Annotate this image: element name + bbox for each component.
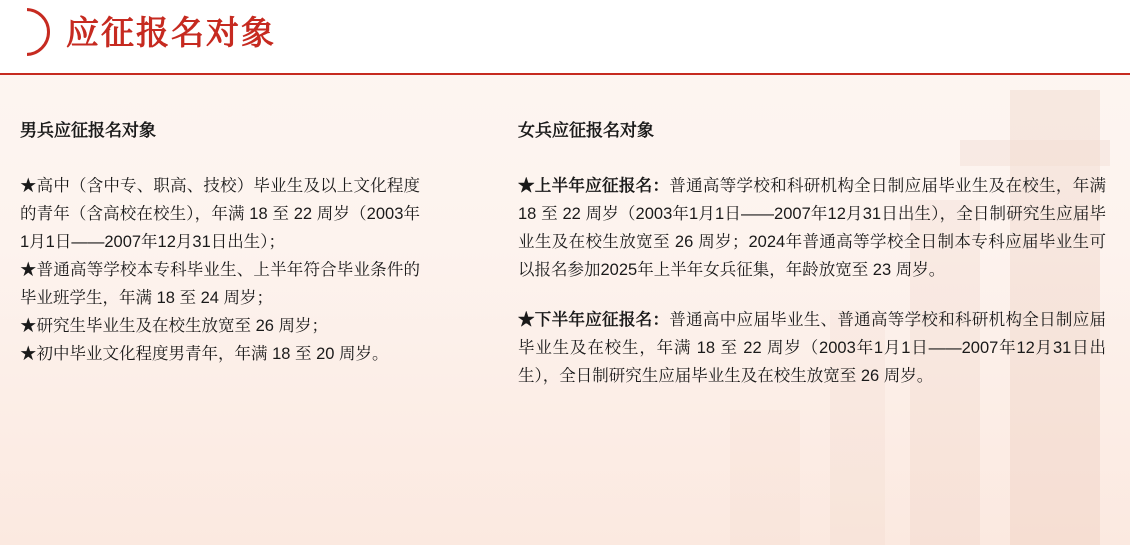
male-criteria-item: ★研究生毕业生及在校生放宽至 26 周岁； xyxy=(20,317,329,335)
female-criteria-item xyxy=(518,306,1106,390)
female-second-half-label: ★下半年应征报名： xyxy=(518,311,670,329)
male-criteria-item: ★普通高等学校本专科毕业生、上半年符合毕业条件的毕业班学生，年满 18 至 24 周岁； xyxy=(20,261,420,307)
female-criteria-item xyxy=(518,172,1106,284)
female-column-title: 女兵应征报名对象 xyxy=(518,121,654,140)
female-second-half-text: 普通高中应届毕业生、普通高等学校和科研机构全日制应届毕业生及在校生，年满 18 至 22 周岁（2003年1月1日——2007年12月31日出生），全日制研究生应届毕业生及在校生放宽至 26 周岁。 xyxy=(518,311,1107,385)
male-column-title: 男兵应征报名对象 xyxy=(20,121,156,140)
page-title: 应征报名对象 xyxy=(66,14,276,51)
male-criteria-item: ★高中（含中专、职高、技校）毕业生及以上文化程度的青年（含高校在校生），年满 18 至 22 周岁（2003年1月1日——2007年12月31日出生）； xyxy=(20,177,420,251)
female-first-half-label: ★上半年应征报名： xyxy=(518,177,670,195)
page-header xyxy=(0,0,1130,74)
header-divider xyxy=(0,73,1130,75)
male-recruitment-column xyxy=(20,118,420,368)
male-criteria-item: ★初中毕业文化程度男青年，年满 18 至 20 周岁。 xyxy=(20,345,389,363)
female-first-half-text: 普通高等学校和科研机构全日制应届毕业生及在校生，年满 18 至 22 周岁（2003年1月1日——2007年12月31日出生），全日制研究生应届毕业生及在校生放宽至 26 周岁；2024年普通高等学校全日制本专科应届毕业生可以报名参加2025年上半年女兵征集，年龄放宽至 23 周岁。 xyxy=(518,177,1107,279)
female-recruitment-column xyxy=(518,118,1106,390)
circle-badge-icon xyxy=(2,8,50,56)
